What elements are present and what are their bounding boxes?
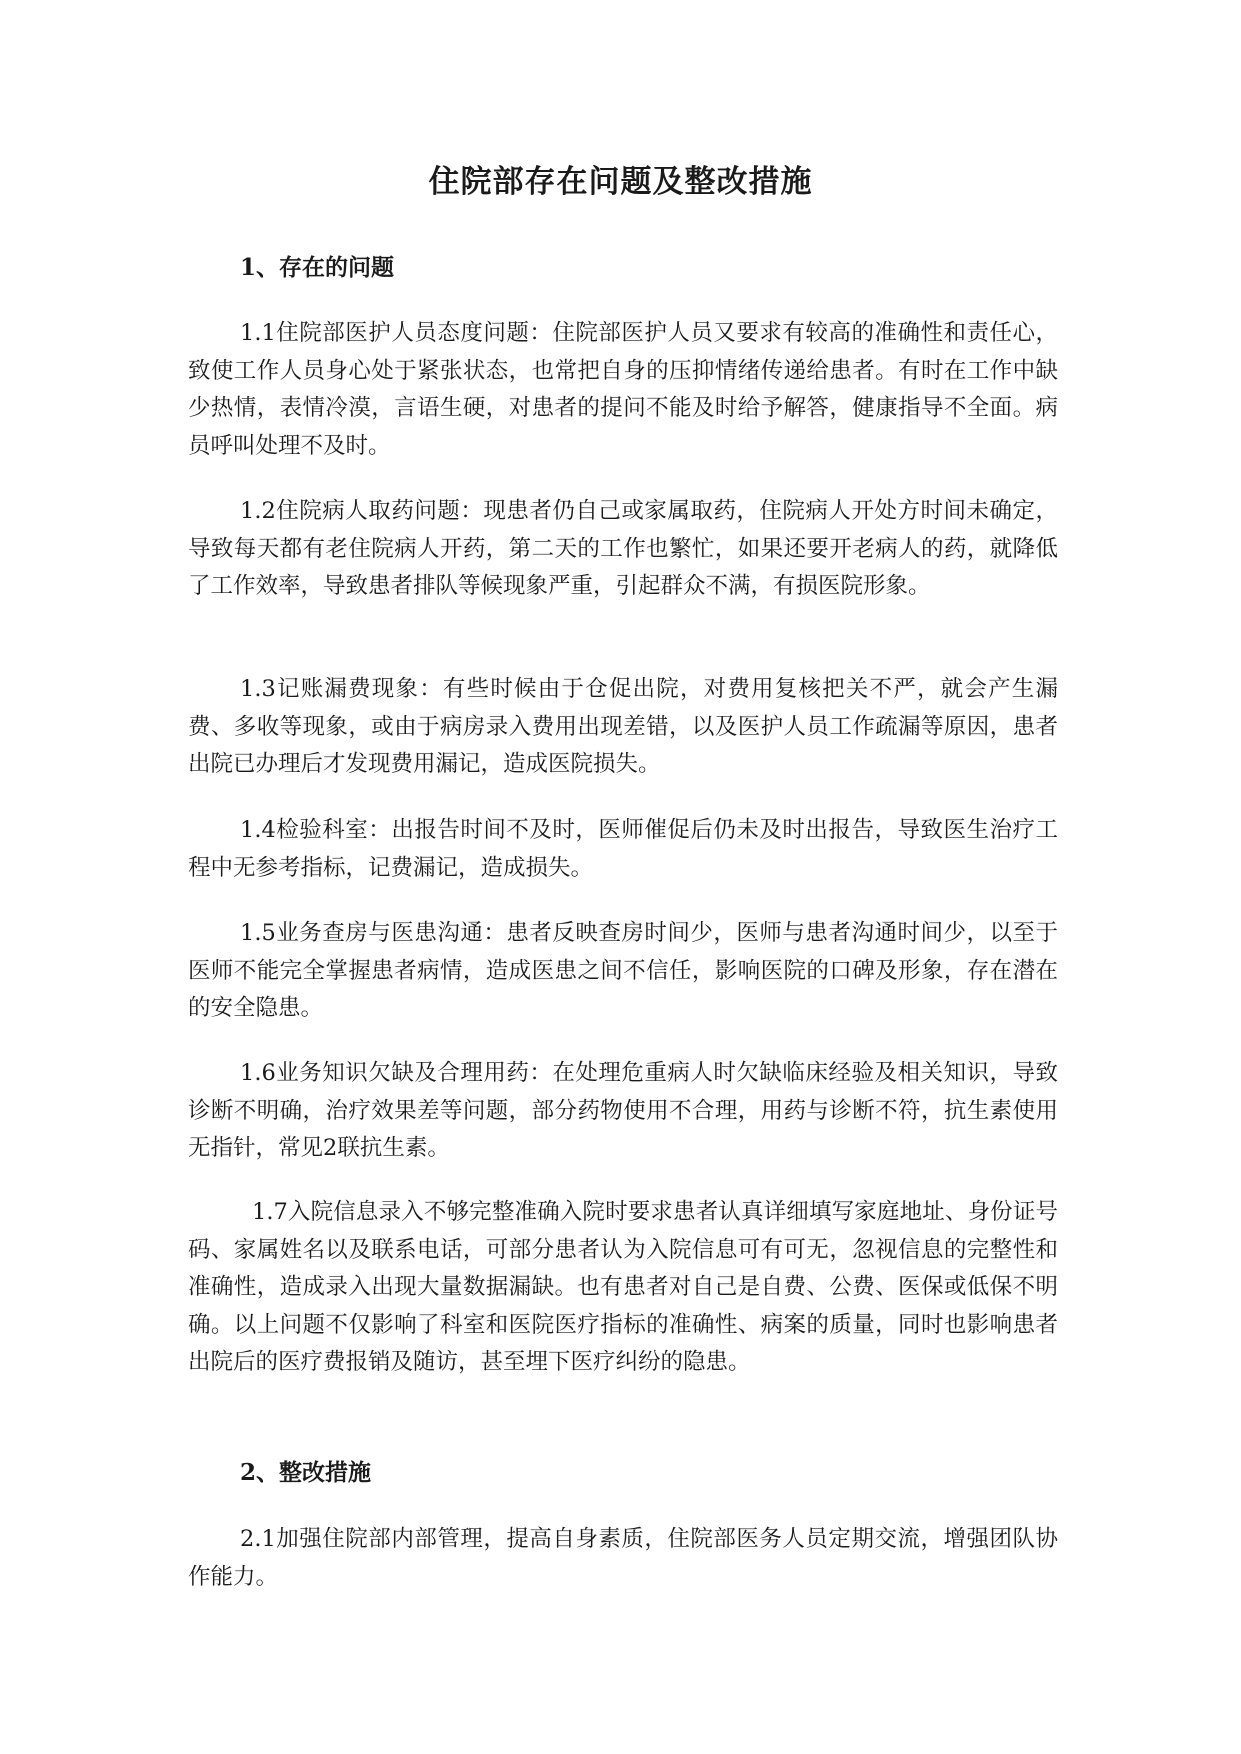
paragraph-1-4: 1.4检验科室：出报告时间不及时，医师催促后仍未及时出报告，导致医生治疗工程中无参考指标，记费漏记，造成损失。 (188, 817, 1058, 881)
paragraph-1-1: 1.1住院部医护人员态度问题：住院部医护人员又要求有较高的准确性和责任心，致使工作人员身心处于紧张状态，也常把自身的压抑情绪传递给患者。有时在工作中缺少热情，表情冷漠，言语生硬，对患者的提问不能及时给予解答，健康指导不全面。病员呼叫处理不及时。 (188, 320, 1058, 459)
section-heading-measures: 2、整改措施 (240, 1459, 372, 1486)
paragraph-1-3: 1.3记账漏费现象：有些时候由于仓促出院，对费用复核把关不严，就会产生漏费、多收等现象，或由于病房录入费用出现差错，以及医护人员工作疏漏等原因，患者出院已办理后才发现费用漏记，造成医院损失。 (188, 676, 1058, 777)
paragraph-1-6: 1.6业务知识欠缺及合理用药：在处理危重病人时欠缺临床经验及相关知识，导致诊断不明确，治疗效果差等问题，部分药物使用不合理，用药与诊断不符，抗生素使用无指针，常见2联抗生素。 (188, 1060, 1058, 1161)
document-title: 住院部存在问题及整改措施 (428, 164, 813, 200)
paragraph-1-2: 1.2住院病人取药问题：现患者仍自己或家属取药，住院病人开处方时间未确定，导致每天都有老住院病人开药，第二天的工作也繁忙，如果还要开老病人的药，就降低了工作效率，导致患者排队等候现象严重，引起群众不满，有损医院形象。 (188, 498, 1058, 599)
paragraph-1-7: 1.7入院信息录入不够完整准确入院时要求患者认真详细填写家庭地址、身份证号码、家属姓名以及联系电话，可部分患者认为入院信息可有可无，忽视信息的完整性和准确性，造成录入出现大量数据漏缺。也有患者对自己是自费、公费、医保或低保不明确。以上问题不仅影响了科室和医院医疗指标的准确性、病案的质量，同时也影响患者出院后的医疗费报销及随访，甚至埋下医疗纠纷的隐患。 (188, 1199, 1058, 1375)
section-heading-problems: 1、存在的问题 (240, 254, 395, 281)
paragraph-2-1: 2.1加强住院部内部管理，提高自身素质，住院部医务人员定期交流，增强团队协作能力。 (188, 1526, 1058, 1590)
paragraph-1-5: 1.5业务查房与医患沟通：患者反映查房时间少，医师与患者沟通时间少，以至于医师不能完全掌握患者病情，造成医患之间不信任，影响医院的口碑及形象，存在潜在的安全隐患。 (188, 920, 1058, 1021)
